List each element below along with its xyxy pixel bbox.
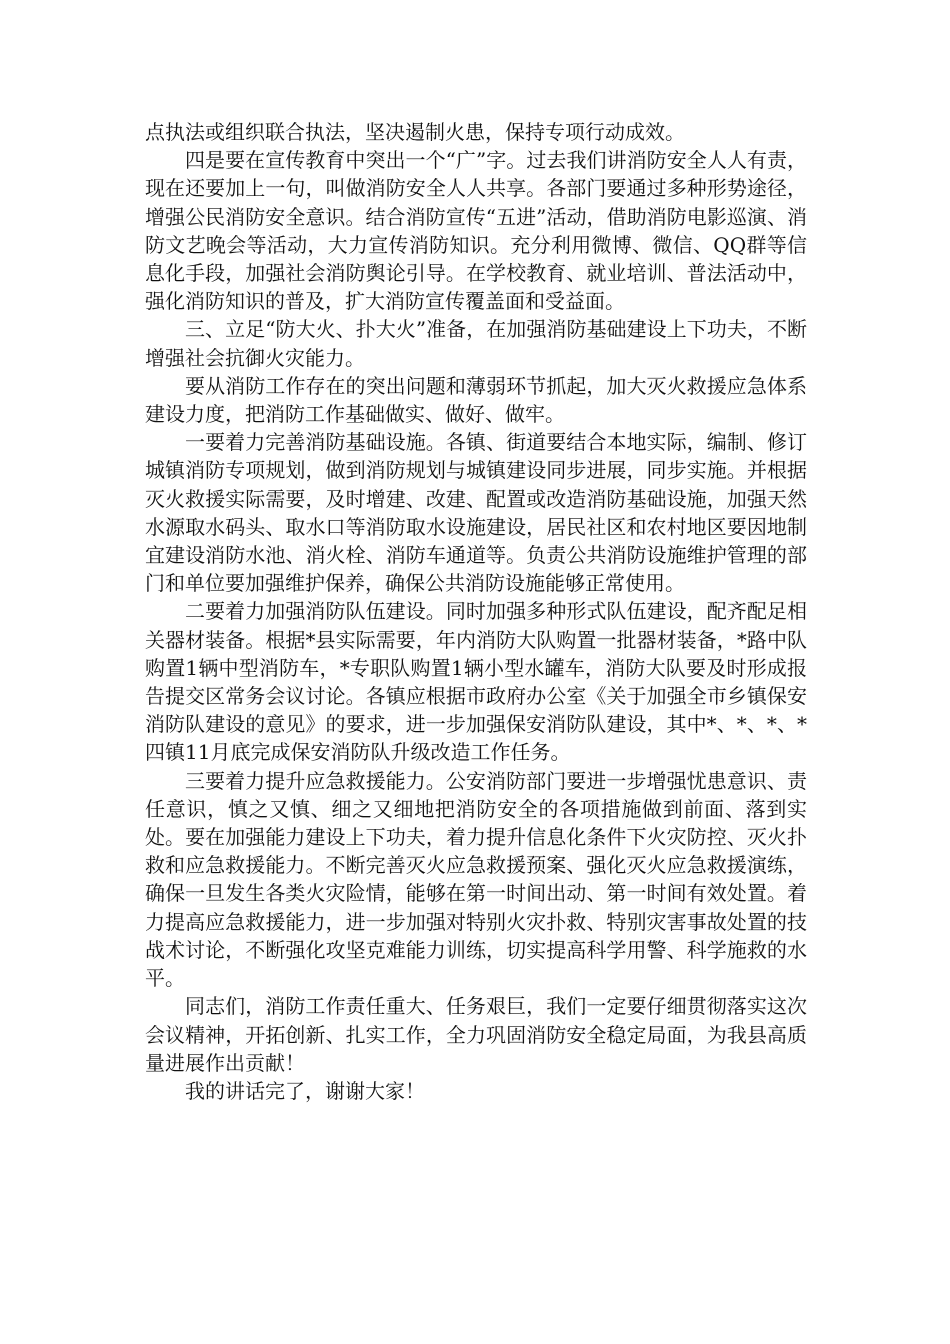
paragraph-emergency-rescue: 三要着力提升应急救援能力。公安消防部门要进一步增强忧患意识、责任意识，慎之又慎、细之又细地把消防安全的各项措施做到前面、落到实处。要在加强能力建设上下功夫，着力提升信息化条件下火灾防控、灭火扑救和应急救援能力。不断完善灭火应急救援预案、强化灭火应急救援演练，确保一旦发生各类火灾险情，能够在第一时间出动、第一时间有效处置。着力提高应急救援能力，进一步加强对特别火灾扑救、特别灾害事故处置的技战术讨论，不断强化攻坚克难能力训练，切实提高科学用警、科学施救的水平。 (145, 768, 807, 991)
paragraph-section-three-heading: 三、立足“防大火、扑大火”准备，在加强消防基础建设上下功夫，不断增强社会抗御火灾能力。 (145, 317, 807, 370)
paragraph-infrastructure: 一要着力完善消防基础设施。各镇、街道要结合本地实际，编制、修订城镇消防专项规划，做到消防规划与城镇建设同步进展，同步实施。并根据灭火救援实际需要，及时增建、改建、配置或改造消防基础设施，加强天然水源取水码头、取水口等消防取水设施建设，居民社区和农村地区要因地制宜建设消防水池、消火栓、消防车通道等。负责公共消防设施维护管理的部门和单位要加强维护保养，确保公共消防设施能够正常使用。 (145, 430, 807, 596)
paragraph-closing-remarks: 同志们，消防工作责任重大、任务艰巨，我们一定要仔细贯彻落实这次会议精神，开拓创新、扎实工作，全力巩固消防安全稳定局面，为我县高质量进展作出贡献！ (145, 994, 807, 1075)
paragraph-publicity-education: 四是要在宣传教育中突出一个“广”字。过去我们讲消防安全人人有责，现在还要加上一句，叫做消防安全人人共享。各部门要通过多种形势途径，增强公民消防安全意识。结合消防宣传“五进”活动，借助消防电影巡演、消防文艺晚会等活动，大力宣传消防知识。充分利用微博、微信、QQ群等信息化手段，加强社会消防舆论引导。在学校教育、就业培训、普法活动中，强化消防知识的普及，扩大消防宣传覆盖面和受益面。 (145, 148, 807, 314)
document-body (145, 118, 807, 1105)
paragraph-thanks: 我的讲话完了，谢谢大家！ (185, 1078, 425, 1103)
paragraph-continuation: 点执法或组织联合执法，坚决遏制火患，保持专项行动成效。 (145, 120, 685, 144)
paragraph-section-three-intro: 要从消防工作存在的突出问题和薄弱环节抓起，加大灭火救援应急体系建设力度，把消防工作基础做实、做好、做牢。 (145, 373, 807, 427)
paragraph-team-building: 二要着力加强消防队伍建设。同时加强多种形式队伍建设，配齐配足相关器材装备。根据*县实际需要，年内消防大队购置一批器材装备，*路中队购置1辆中型消防车，*专职队购置1辆小型水罐车，消防大队要及时形成报告提交区常务会议讨论。各镇应根据市政府办公室《关于加强全市乡镇保安消防队建设的意见》的要求，进一步加强保安消防队建设，其中*、*、*、*四镇11月底完成保安消防队升级改造工作任务。 (145, 599, 807, 765)
